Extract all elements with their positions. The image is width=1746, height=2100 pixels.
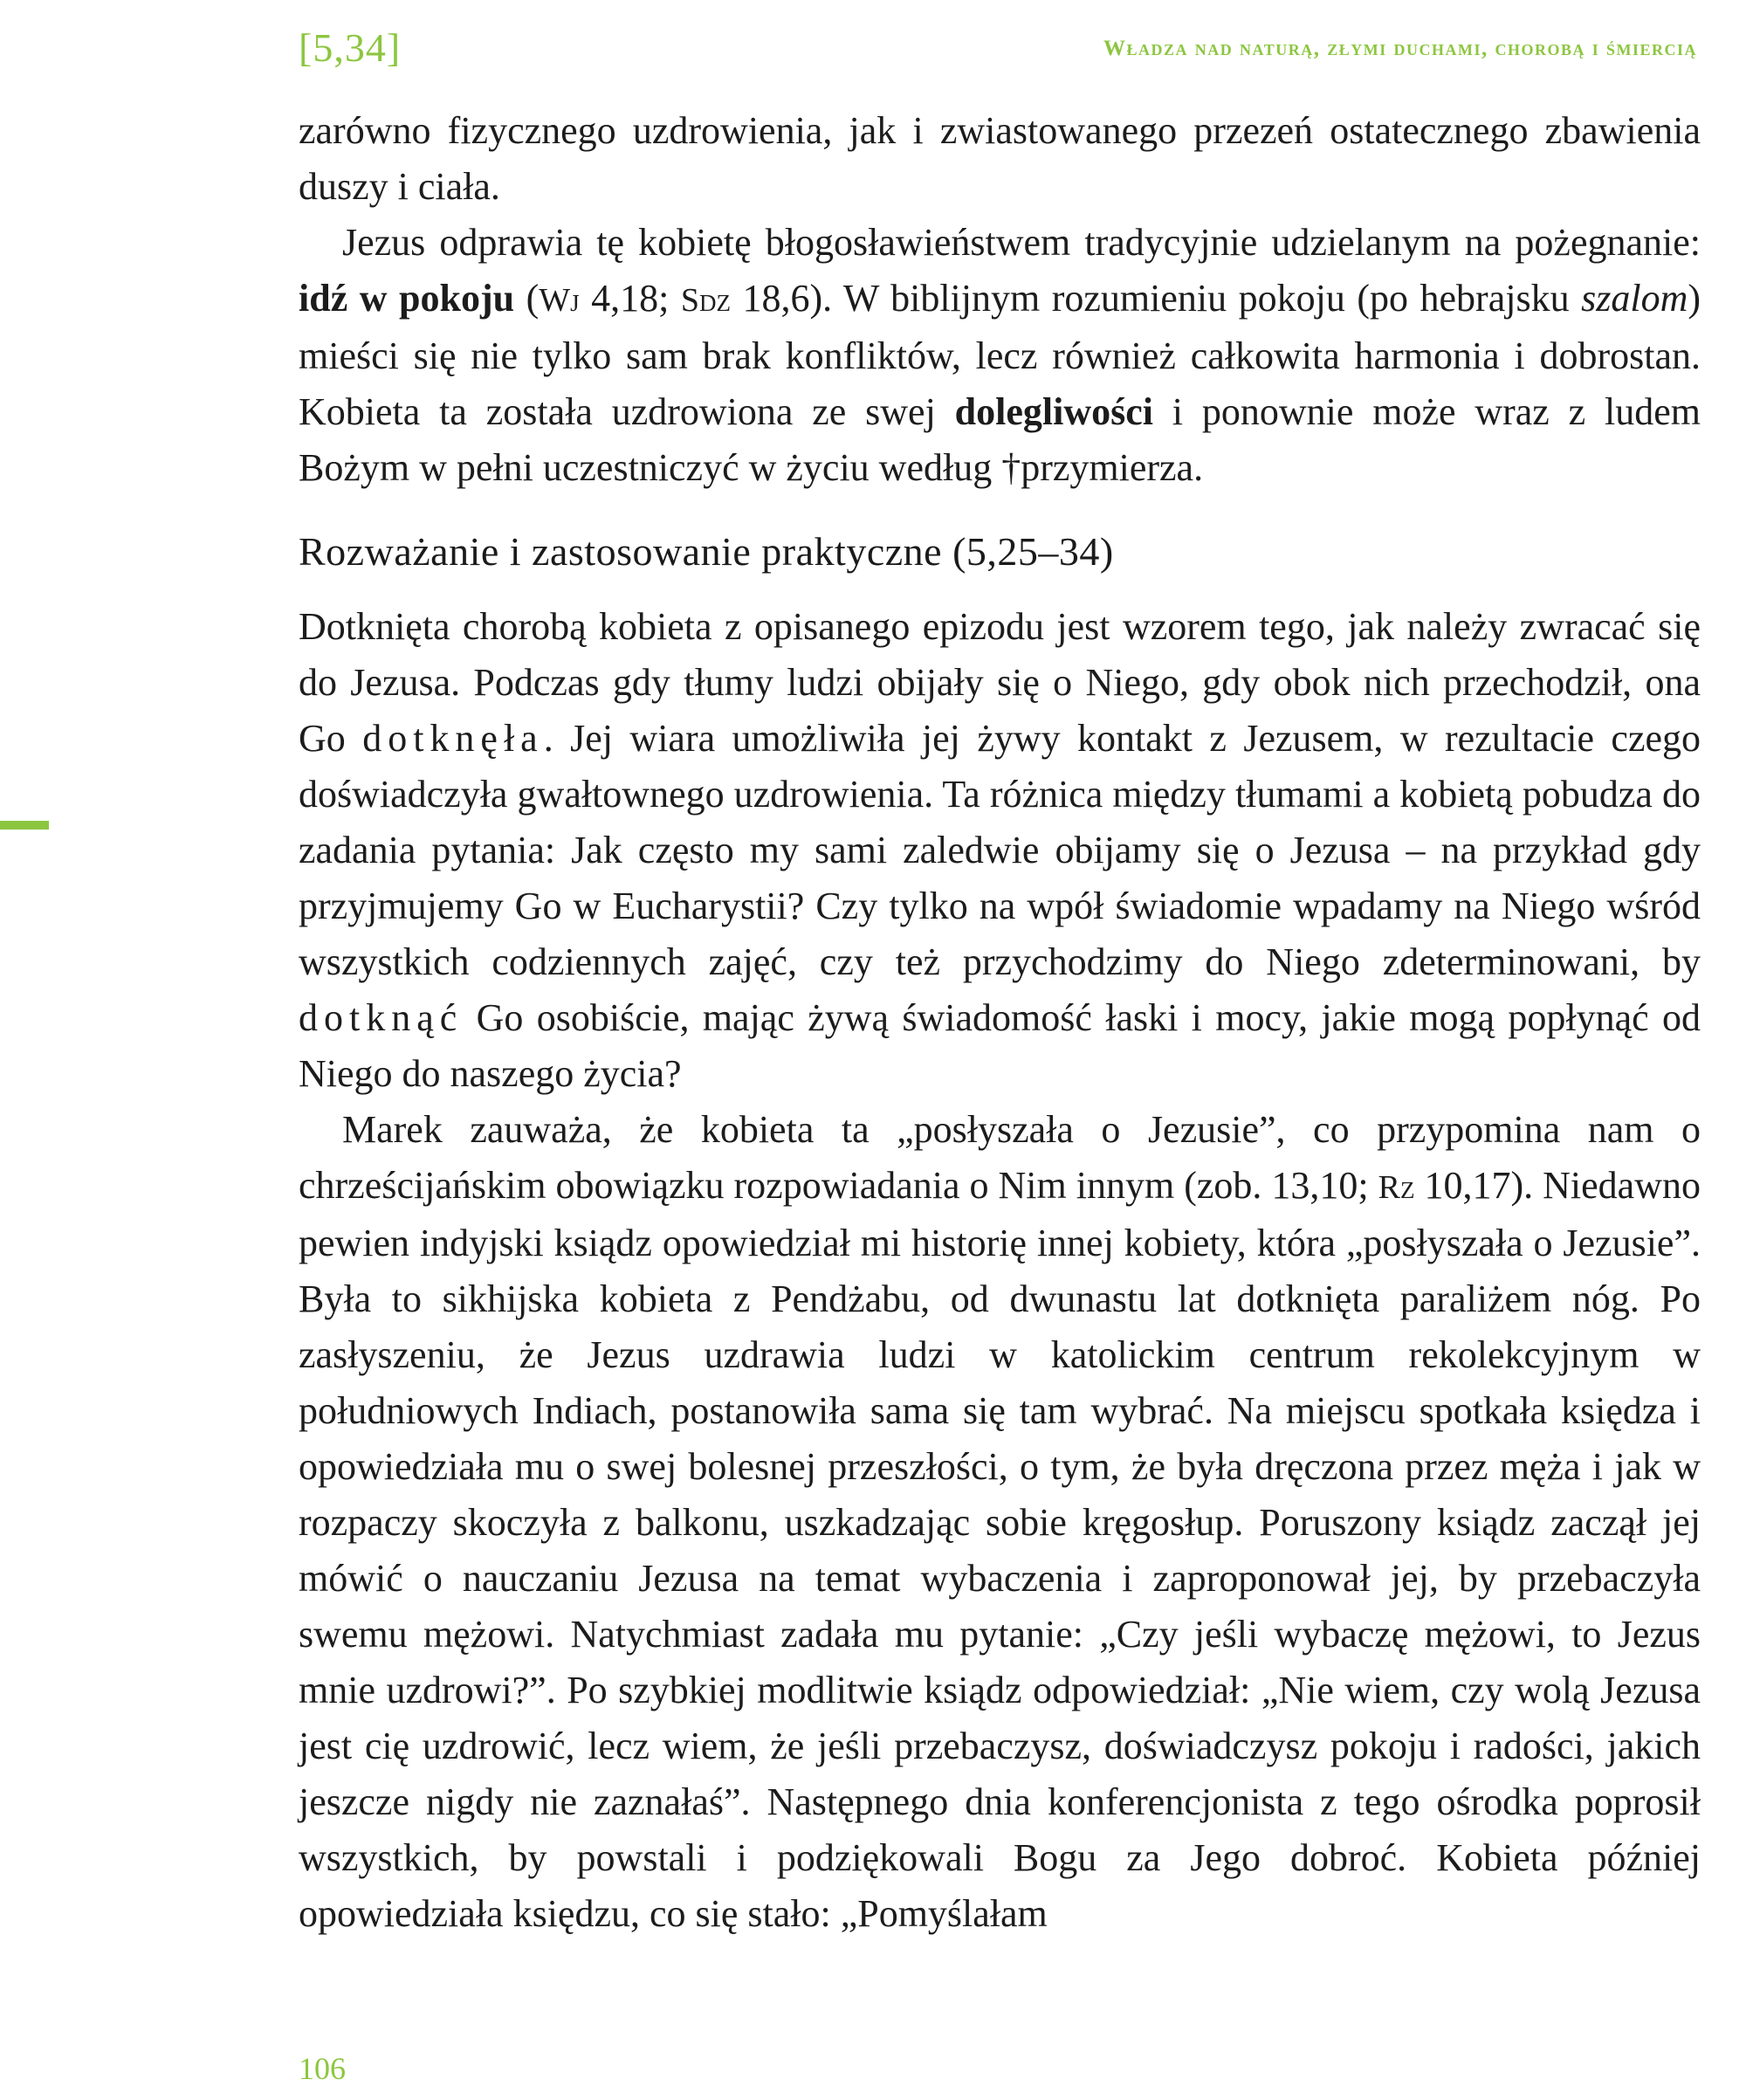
spaced-word-touched: dotknęła [362, 717, 544, 760]
text-run: Marek zauważa, że kobieta ta „posłyszała o Jezusie”, co przypomina nam o chrześcijańskim obowiązku rozpowiadania o Nim innym (zob. 13,10; [299, 1108, 1701, 1207]
margin-marker [0, 821, 49, 830]
running-header-reference: [5,34] [299, 25, 402, 70]
text-run: 18,6). W biblijnym rozumieniu pokoju (po hebrajsku [731, 277, 1582, 320]
text-run: 10,17). Niedawno pewien indyjski ksiądz opowiedział mi historię innej kobiety, która „posłyszała o Jezusie”. Była to sikhijska kobieta z Pendżabu, od dwunastu lat dotknięta paraliżem nóg. Po zasłyszeniu, że Jezus uzdrawia ludzi w katolickim centrum rekolekcyjnym w południowych Indiach, postanowiła sama się tam wybrać. Na miejscu spotkała księdza i opowiedziała mu o swej bolesnej przeszłości, o tym, że była dręczona przez męża i jak w rozpaczy skoczyła z balkonu, uszkadzając sobie kręgosłup. Poruszony ksiądz zaczął jej mówić o nauczaniu Jezusa na temat wybaczenia i zaproponował jej, by przebaczyła swemu mężowi. Natychmiast zadała mu pytanie: „Czy jeśli wybaczę mężowi, to Jezus mnie uzdrowi?”. Po szybkiej modlitwie ksiądz odpowiedział: „Nie wiem, czy wolą Jezusa jest cię uzdrowić, lecz wiem, że jeśli przebaczysz, doświadczysz pokoju i radości, jakich jeszcze nigdy nie zaznałaś”. Następnego dnia konferencjonista z tego ośrodka poprosił wszystkich, by powstali i podziękowali Bogu za Jego dobroć. Kobieta później opowiedziała księdzu, co się stało: „Pomyślałam [299, 1164, 1701, 1935]
paragraph-text: zarówno fizycznego uzdrowienia, jak i zwiastowanego przezeń ostatecznego zbawienia duszy i ciała. [299, 109, 1701, 208]
bold-term-ailment: dolegliwości [954, 390, 1153, 433]
text-run: Jezus odprawia tę kobietę błogosławieństwem tradycyjnie udzielanym na pożegnanie: [342, 221, 1701, 264]
paragraph-continuation [299, 103, 1701, 215]
bold-phrase-go-in-peace: idź w pokoju [299, 277, 515, 320]
spaced-word-touch: dotknąć [299, 996, 464, 1039]
bible-book-reference: Rz [1378, 1169, 1415, 1206]
page-number: 106 [299, 2051, 346, 2086]
text-run: i ponownie może wraz z ludem Bożym w pełni uczestniczyć w życiu według †przymierza. [299, 390, 1701, 489]
paragraph-blessing [299, 215, 1701, 496]
text-run: ) mieści się nie tylko sam brak konfliktów, lecz również całkowita harmonia i dobrostan. Kobieta ta została uzdrowiona ze swej [299, 277, 1701, 433]
paragraph-story [299, 1102, 1701, 1942]
intro-text-block [299, 103, 1701, 496]
running-header-title: Władza nad naturą, złymi duchami, chorobą i śmiercią [1103, 37, 1697, 60]
text-run: 4,18; [579, 277, 681, 320]
section-heading: Rozważanie i zastosowanie praktyczne (5,25–34) [299, 529, 1114, 574]
bible-book-reference: Wj [539, 282, 580, 319]
text-run: Go osobiście, mając żywą świadomość łaski i mocy, jakie mogą popłynąć od Niego do naszego życia? [299, 996, 1701, 1095]
text-run: ( [514, 277, 540, 320]
bible-book-reference: Sdz [680, 282, 731, 319]
reflection-text-block [299, 599, 1701, 1942]
text-run: Dotknięta chorobą kobieta z opisanego epizodu jest wzorem tego, jak należy zwracać się do Jezusa. Podczas gdy tłumy ludzi obijały się o Niego, gdy obok nich przechodził, ona Go [299, 605, 1701, 760]
text-run: . Jej wiara umożliwiła jej żywy kontakt z Jezusem, w rezultacie czego doświadczyła gwałtownego uzdrowienia. Ta różnica między tłumami a kobietą pobudza do zadania pytania: Jak często my sami zaledwie obijamy się o Jezusa – na przykład gdy przyjmujemy Go w Eucharystii? Czy tylko na wpół świadomie wpadamy na Niego wśród wszystkich codziennych zajęć, czy też przychodzimy do Niego zdeterminowani, by [299, 717, 1701, 983]
italic-term-shalom: szalom [1581, 277, 1688, 320]
paragraph-reflection [299, 599, 1701, 1102]
